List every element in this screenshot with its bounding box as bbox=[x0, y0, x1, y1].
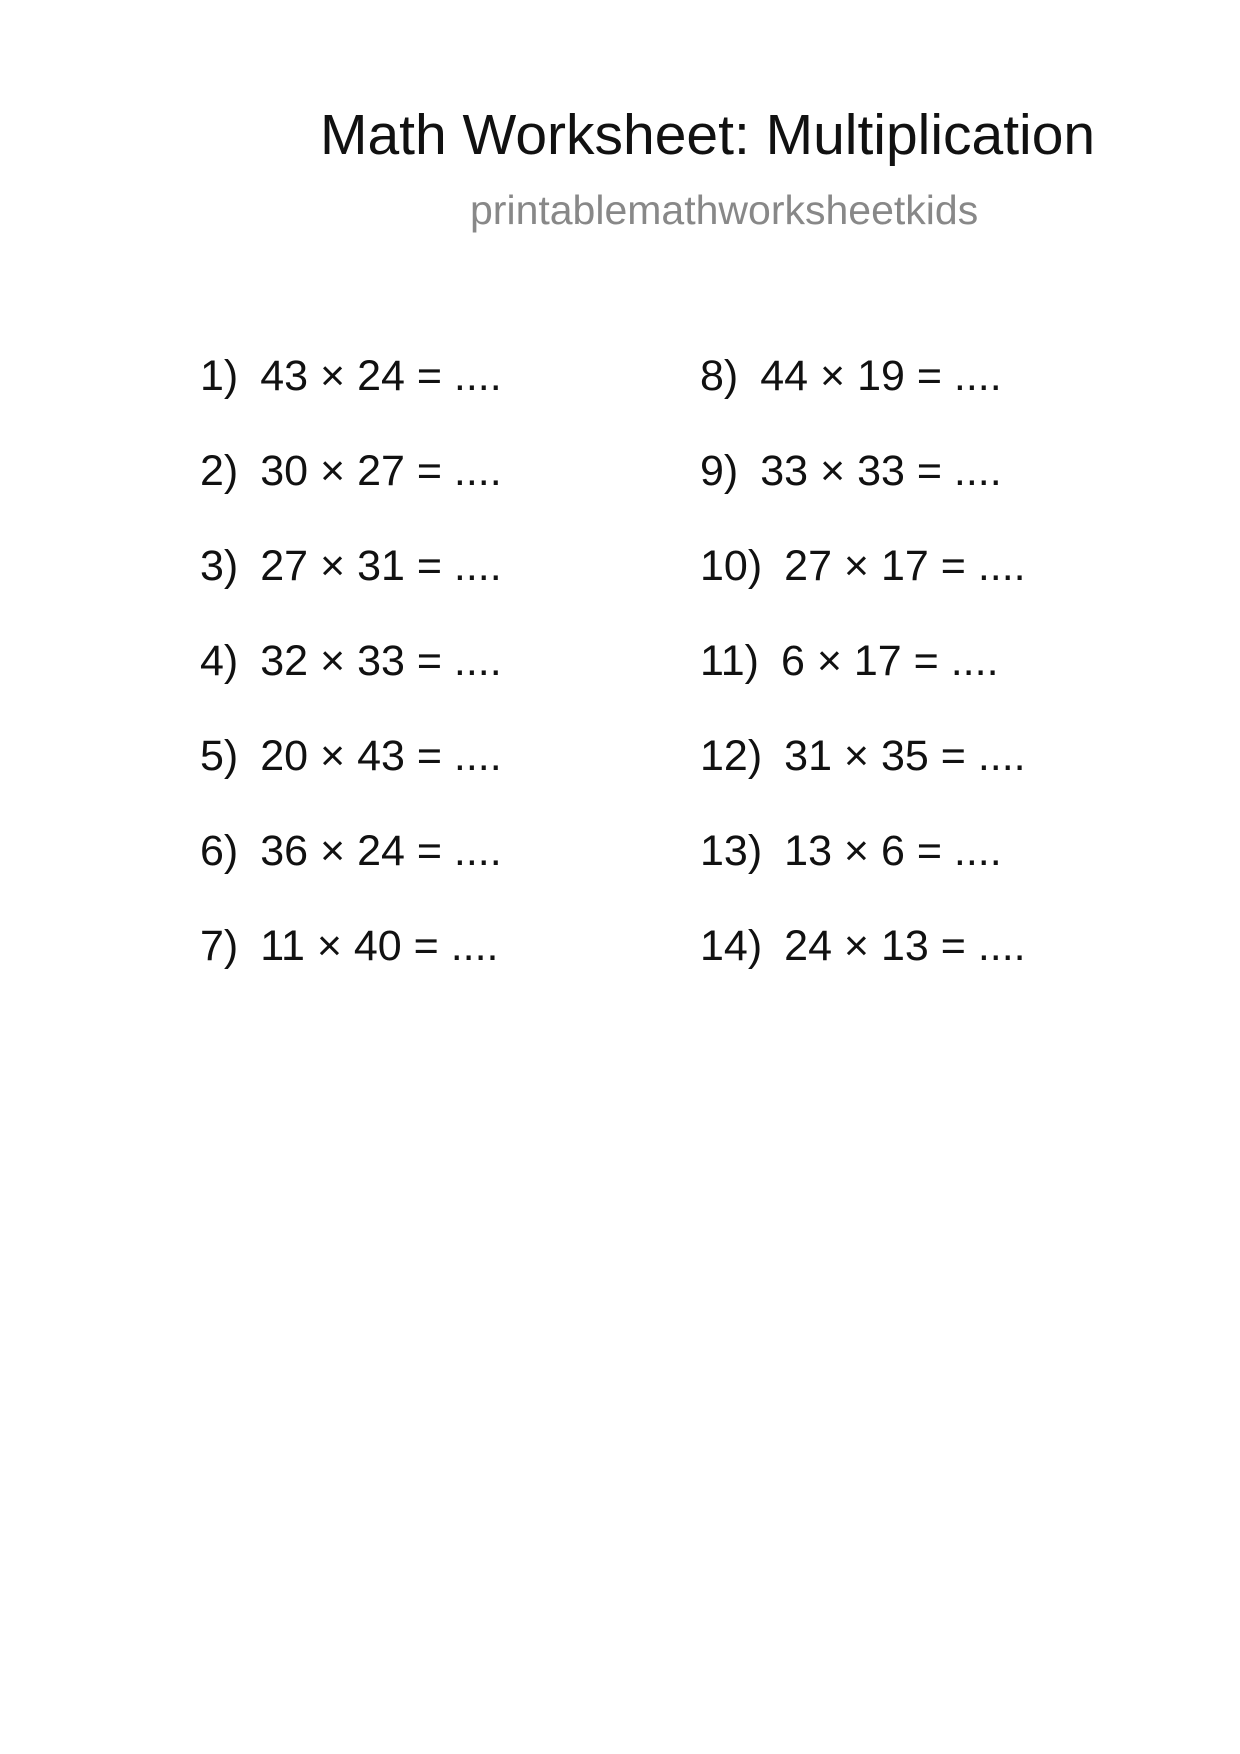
problem-item bbox=[200, 726, 740, 821]
problem-expression: 32 × 33 = .... bbox=[260, 637, 502, 685]
problem-expression: 31 × 35 = .... bbox=[784, 732, 1026, 780]
problem-number: 3) bbox=[200, 542, 239, 590]
problem-item bbox=[700, 631, 1240, 726]
problem-number: 10) bbox=[700, 542, 763, 590]
problem-expression: 30 × 27 = .... bbox=[260, 447, 502, 495]
problem-number: 8) bbox=[700, 352, 739, 400]
problem-number: 11) bbox=[700, 637, 759, 685]
problem-number: 5) bbox=[200, 732, 239, 780]
problem-column-right bbox=[700, 346, 1240, 1011]
problem-number: 1) bbox=[200, 352, 239, 400]
problem-expression: 11 × 40 = .... bbox=[260, 922, 499, 970]
problem-number: 7) bbox=[200, 922, 239, 970]
problem-expression: 6 × 17 = .... bbox=[780, 637, 999, 685]
problem-item bbox=[200, 536, 740, 631]
problem-number: 4) bbox=[200, 637, 239, 685]
problem-column-left bbox=[200, 346, 740, 1011]
problem-item bbox=[200, 916, 740, 1011]
problem-item bbox=[200, 631, 740, 726]
problem-number: 2) bbox=[200, 447, 239, 495]
problem-item bbox=[700, 726, 1240, 821]
problem-item bbox=[200, 346, 740, 441]
problem-expression: 13 × 6 = .... bbox=[784, 827, 1002, 875]
problem-expression: 44 × 19 = .... bbox=[760, 352, 1002, 400]
problem-item bbox=[700, 346, 1240, 441]
problem-item bbox=[200, 821, 740, 916]
problem-item bbox=[200, 441, 740, 536]
problem-number: 9) bbox=[700, 447, 739, 495]
problem-item bbox=[700, 536, 1240, 631]
problem-expression: 27 × 17 = .... bbox=[784, 542, 1026, 590]
problem-item bbox=[700, 441, 1240, 536]
problem-number: 13) bbox=[700, 827, 763, 875]
problem-expression: 20 × 43 = .... bbox=[260, 732, 502, 780]
problem-expression: 27 × 31 = .... bbox=[260, 542, 502, 590]
problem-item bbox=[700, 916, 1240, 1011]
page-subtitle: printablemathworksheetkids bbox=[470, 187, 979, 233]
problem-expression: 43 × 24 = .... bbox=[260, 352, 502, 400]
problem-number: 14) bbox=[700, 922, 763, 970]
problem-expression: 36 × 24 = .... bbox=[260, 827, 502, 875]
problem-number: 6) bbox=[200, 827, 239, 875]
problem-item bbox=[700, 821, 1240, 916]
page-title: Math Worksheet: Multiplication bbox=[320, 103, 1096, 167]
problem-expression: 33 × 33 = .... bbox=[760, 447, 1002, 495]
problem-number: 12) bbox=[700, 732, 763, 780]
problem-expression: 24 × 13 = .... bbox=[784, 922, 1026, 970]
